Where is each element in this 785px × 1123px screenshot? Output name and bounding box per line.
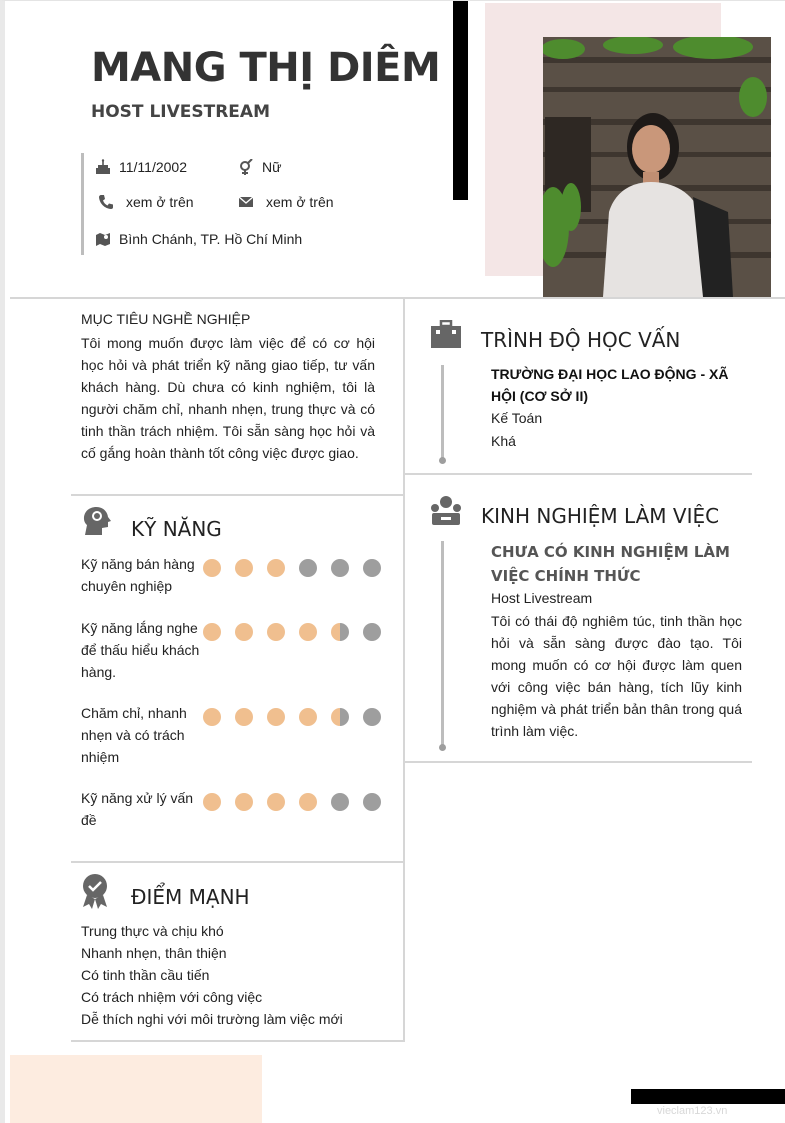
experience-timeline bbox=[441, 541, 444, 745]
rating-dot bbox=[363, 559, 381, 577]
contact-birthday bbox=[95, 159, 187, 175]
skill-rating bbox=[203, 559, 395, 577]
email-value: xem ở trên bbox=[266, 194, 334, 210]
strength-item: Có tinh thần cầu tiến bbox=[81, 967, 210, 983]
experience-role: Host Livestream bbox=[491, 590, 593, 606]
contact-address bbox=[95, 231, 302, 247]
head-bulb-icon bbox=[81, 505, 113, 535]
skills-title: KỸ NĂNG bbox=[131, 517, 222, 541]
rating-dot bbox=[331, 559, 349, 577]
rating-dot bbox=[267, 793, 285, 811]
skill-label: Kỹ năng xử lý vấn đề bbox=[81, 790, 194, 828]
objective-text: Tôi mong muốn được làm việc để có cơ hội học hỏi và phát triển kỹ năng giao tiếp, tư vấn khách hàng. Dù chưa có kinh nghiệm, tôi là người chăm chỉ, nhanh nhẹn, trung thực và có tinh thần trách nhiệm. Tôi sẵn sàng học hỏi và cố gắng hoàn thành tốt công việc được giao. bbox=[81, 335, 375, 461]
map-icon bbox=[95, 231, 111, 247]
briefcase-icon bbox=[431, 320, 461, 348]
gender-icon bbox=[238, 159, 254, 175]
address-value: Bình Chánh, TP. Hồ Chí Minh bbox=[119, 231, 303, 247]
job-title: HOST LIVESTREAM bbox=[91, 102, 270, 122]
rating-dot bbox=[235, 623, 253, 641]
decorative-bottom-bar bbox=[631, 1089, 785, 1104]
education-timeline bbox=[441, 365, 444, 459]
rating-dot bbox=[331, 708, 349, 726]
strength-item: Nhanh nhẹn, thân thiện bbox=[81, 945, 227, 961]
left-divider-3 bbox=[71, 1040, 404, 1042]
strengths-title: ĐIỂM MẠNH bbox=[131, 885, 250, 909]
rating-dot bbox=[363, 623, 381, 641]
rating-dot bbox=[267, 559, 285, 577]
skill-label: Kỹ năng lắng nghe để thấu hiểu khách hàng. bbox=[81, 620, 200, 680]
rating-dot bbox=[267, 708, 285, 726]
rating-dot bbox=[235, 559, 253, 577]
right-divider-1 bbox=[405, 473, 752, 475]
phone-icon bbox=[98, 194, 114, 210]
experience-timeline-dot bbox=[439, 744, 446, 751]
right-divider-2 bbox=[405, 761, 752, 763]
cake-icon bbox=[95, 159, 111, 175]
left-divider-2 bbox=[71, 861, 404, 863]
skill-rating bbox=[203, 793, 395, 811]
column-divider bbox=[403, 299, 405, 1042]
objective-title: MỤC TIÊU NGHỀ NGHIỆP bbox=[81, 311, 251, 327]
experience-text: Tôi có thái độ nghiêm túc, tinh thần học hỏi và sẵn sàng được đào tạo. Tôi mong muốn có cơ hội được làm quen với công việc bán hàng, tích lũy kinh nghiệm và phát triển bản thân trong quá trình làm việc. bbox=[491, 613, 742, 739]
education-timeline-dot bbox=[439, 457, 446, 464]
contact-email bbox=[238, 194, 334, 210]
rating-dot bbox=[203, 559, 221, 577]
watermark: vieclam123.vn bbox=[657, 1105, 728, 1117]
education-school: TRƯỜNG ĐẠI HỌC LAO ĐỘNG - XÃ HỘI (CƠ SỞ II) bbox=[491, 366, 729, 404]
skill-label: Kỹ năng bán hàng chuyên nghiệp bbox=[81, 556, 195, 594]
rating-dot bbox=[203, 623, 221, 641]
envelope-icon bbox=[238, 194, 254, 210]
skill-label: Chăm chỉ, nhanh nhẹn và có trách nhiệm bbox=[81, 705, 187, 765]
rating-dot bbox=[331, 623, 349, 641]
rating-dot bbox=[299, 793, 317, 811]
strength-item: Có trách nhiệm với công việc bbox=[81, 989, 263, 1005]
strengths-list bbox=[81, 920, 343, 1030]
header-divider bbox=[10, 297, 785, 299]
strength-item: Dễ thích nghi với môi trường làm việc mới bbox=[81, 1011, 343, 1027]
gender-value: Nữ bbox=[262, 159, 282, 175]
contact-phone bbox=[98, 194, 194, 210]
contact-gender bbox=[238, 159, 281, 175]
experience-title: KINH NGHIỆM LÀM VIỆC bbox=[481, 504, 720, 528]
birthday-value: 11/11/2002 bbox=[119, 159, 187, 175]
phone-value: xem ở trên bbox=[126, 194, 194, 210]
rating-dot bbox=[203, 708, 221, 726]
rating-dot bbox=[299, 559, 317, 577]
experience-heading: CHƯA CÓ KINH NGHIỆM LÀM VIỆC CHÍNH THỨC bbox=[491, 543, 730, 585]
rating-dot bbox=[363, 793, 381, 811]
education-grade: Khá bbox=[491, 433, 516, 449]
strength-item: Trung thực và chịu khó bbox=[81, 923, 224, 939]
rating-dot bbox=[363, 708, 381, 726]
award-badge-icon bbox=[81, 873, 109, 909]
candidate-name: MANG THỊ DIÊM bbox=[91, 45, 441, 91]
team-icon bbox=[430, 495, 462, 525]
skill-rating bbox=[203, 708, 395, 726]
rating-dot bbox=[235, 793, 253, 811]
decorative-peach-block bbox=[10, 1055, 262, 1123]
rating-dot bbox=[331, 793, 349, 811]
contact-block bbox=[81, 153, 381, 255]
rating-dot bbox=[203, 793, 221, 811]
skill-rating bbox=[203, 623, 395, 641]
decorative-black-bar bbox=[453, 1, 468, 200]
education-major: Kế Toán bbox=[491, 410, 543, 426]
profile-photo bbox=[543, 37, 771, 297]
rating-dot bbox=[299, 708, 317, 726]
rating-dot bbox=[235, 708, 253, 726]
education-title: TRÌNH ĐỘ HỌC VẤN bbox=[481, 328, 681, 352]
rating-dot bbox=[267, 623, 285, 641]
left-divider-1 bbox=[71, 494, 404, 496]
rating-dot bbox=[299, 623, 317, 641]
